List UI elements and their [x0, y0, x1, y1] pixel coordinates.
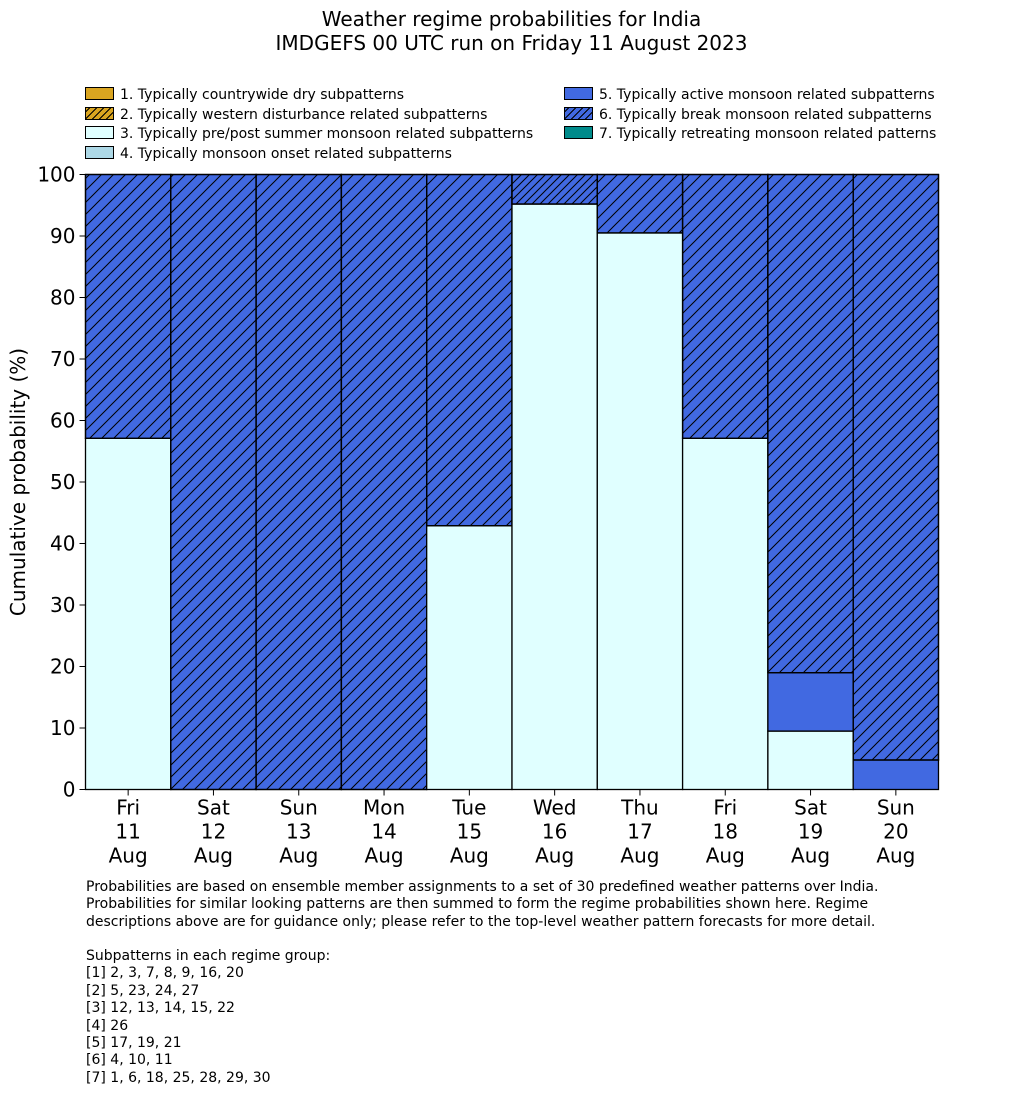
x-tick-label: Tue: [452, 795, 487, 820]
note-paragraph-line: Probabilities for similar looking patterns are then summed to form the regime probabilities shown here. Regime: [86, 896, 869, 913]
group-line: [3] 12, 13, 14, 15, 22: [86, 1000, 235, 1017]
y-tick-label: 30: [50, 593, 76, 617]
x-tick-label: 15: [456, 819, 483, 844]
x-tick-label: Aug: [876, 843, 916, 868]
y-axis-label: Cumulative probability (%): [6, 347, 30, 617]
group-line: [1] 2, 3, 7, 8, 9, 16, 20: [86, 965, 244, 982]
y-axis: [37, 163, 85, 802]
y-tick-label: 90: [50, 224, 76, 248]
x-tick-label: 20: [883, 819, 909, 844]
x-tick-label: Fri: [713, 795, 738, 820]
bar-segment: [427, 526, 512, 790]
x-tick-label: 17: [627, 819, 653, 844]
note-paragraph-line: descriptions above are for guidance only; please refer to the top-level weather pattern forecasts for more detail.: [86, 913, 876, 930]
bar-segment-hatch: [86, 175, 171, 439]
group-line: [2] 5, 23, 24, 27: [86, 982, 200, 999]
bar-segment-hatch: [683, 175, 768, 439]
x-tick-label: Aug: [705, 843, 745, 868]
chart-subtitle: IMDGEFS 00 UTC run on Friday 11 August 2023: [275, 31, 748, 55]
x-tick-label: 16: [541, 819, 568, 844]
bar-segment-hatch: [853, 175, 938, 760]
legend-label: 6. Typically break monsoon related subpatterns: [599, 106, 932, 123]
x-tick-label: Sat: [794, 795, 827, 820]
x-tick-label: Wed: [532, 795, 577, 820]
x-tick-label: 13: [286, 819, 312, 844]
note-paragraph-line: Probabilities are based on ensemble member assignments to a set of 30 predefined weather patterns over India.: [86, 879, 879, 895]
x-tick-label: 12: [200, 819, 227, 844]
bar-segment: [768, 731, 853, 789]
y-tick-label: 40: [50, 531, 76, 556]
x-tick-label: 11: [115, 819, 141, 844]
x-tick-label: Aug: [535, 843, 575, 868]
legend-label: 1. Typically countrywide dry subpatterns: [120, 87, 405, 103]
x-tick-label: 14: [371, 819, 397, 844]
bar-segment-hatch: [768, 175, 853, 673]
bar-segment-hatch: [341, 175, 426, 790]
y-tick-label: 0: [62, 777, 76, 802]
bar-segment-hatch: [597, 175, 682, 233]
y-tick-label: 70: [50, 347, 76, 371]
y-tick-label: 10: [50, 716, 76, 740]
y-tick-label: 100: [37, 162, 76, 187]
bar-segment: [597, 233, 682, 790]
bar-segment-hatch: [171, 175, 256, 790]
y-tick-label: 20: [50, 654, 76, 679]
bar-segment: [768, 673, 853, 731]
legend-label: 2. Typically western disturbance related subpatterns: [120, 106, 488, 123]
group-line: [6] 4, 10, 11: [86, 1052, 173, 1069]
bar-segment: [86, 438, 171, 789]
x-tick-label: Aug: [449, 843, 489, 868]
x-tick-label: Aug: [620, 843, 660, 868]
bar-segment-hatch: [256, 175, 341, 790]
x-tick-label: Aug: [279, 843, 319, 868]
legend-label: 7. Typically retreating monsoon related patterns: [599, 126, 937, 142]
x-tick-label: Mon: [362, 795, 406, 820]
group-line: [4] 26: [86, 1017, 129, 1034]
chart-title: Weather regime probabilities for India: [321, 7, 702, 31]
x-tick-label: Aug: [193, 843, 233, 868]
x-tick-label: Sat: [197, 795, 230, 820]
x-tick-label: Aug: [364, 843, 404, 868]
x-tick-label: Sun: [876, 795, 915, 820]
legend-label: 3. Typically pre/post summer monsoon related subpatterns: [120, 126, 534, 142]
x-axis: [109, 790, 916, 868]
x-tick-label: Sun: [279, 795, 318, 820]
bar-group: [86, 175, 939, 790]
group-line: [5] 17, 19, 21: [86, 1035, 182, 1051]
x-tick-label: Aug: [108, 843, 148, 868]
x-tick-label: Aug: [791, 843, 831, 868]
groups-heading: Subpatterns in each regime group:: [86, 948, 331, 964]
bar-segment-hatch: [512, 175, 597, 205]
x-tick-label: 19: [797, 819, 824, 844]
bar-segment: [853, 760, 938, 790]
y-tick-label: 60: [50, 408, 76, 433]
y-tick-label: 80: [50, 285, 76, 310]
y-tick-label: 50: [50, 470, 76, 494]
bar-segment: [683, 438, 768, 789]
bar-segment: [512, 204, 597, 789]
bar-segment-hatch: [427, 175, 512, 526]
x-tick-label: Thu: [621, 795, 659, 820]
x-tick-label: 18: [712, 819, 738, 844]
x-tick-label: Fri: [116, 795, 141, 820]
legend-label: 5. Typically active monsoon related subpatterns: [599, 87, 935, 103]
legend-label: 4. Typically monsoon onset related subpatterns: [120, 145, 452, 162]
group-line: [7] 1, 6, 18, 25, 28, 29, 30: [86, 1069, 271, 1086]
